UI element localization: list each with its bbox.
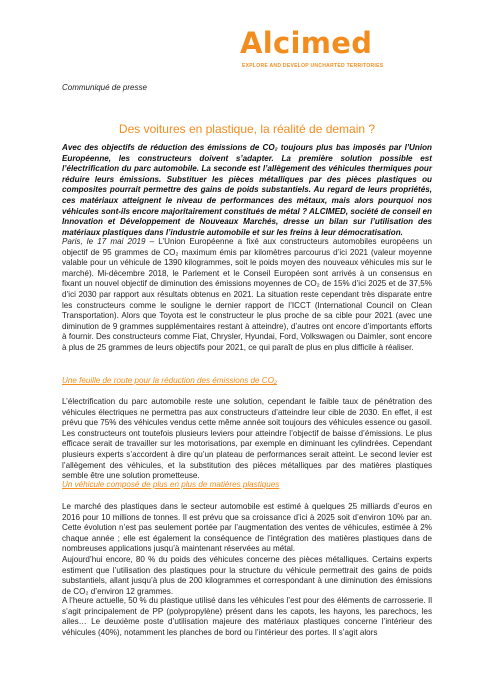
paragraph-3-text: Le marché des plastiques dans le secteur automobile est estimé à quelques 25 milliards d’euros en 2016 pour 10 millions de tonnes. Il est prévu que sa croissance d’ici à 2025 soit d’environ 10% par an. Cette évolution n’est pas seulement portée par l’augmentation des ventes de véhicules, estimée à 2% chaque année ; elle est également la conséquence de l’intégration des matières plastiques dans de nombreuses applications jusqu’à maintenant réservées au métal. — [62, 502, 432, 554]
section-title-roadmap: Une feuille de route pour la réduction des émissions de CO₂ — [62, 376, 277, 385]
press-release-label: Communiqué de presse — [62, 83, 147, 92]
paragraph-1-text: – L’Union Européenne a fixé aux constructeurs automobiles européens un objectif de 95 grammes de CO₂ maximum émis par kilomètres parcourus d’ici 2021 (valeur moyenne valable pour un véhicule de 1390 kilogrammes, soit le poids moyen des nouveaux véhicules mis sur le marché). Mi-décembre 2018, le Parlement et le Conseil Européen sont arrivés à un consensus en fixant un nouvel objectif de diminution des émissions moyennes de CO₂ de 15% d’ici 2025 et de 37,5% d’ici 2030 par rapport aux résultats obtenus en 2021. La situation reste cependant très disparate entre les constructeurs comme le souligne le dernier rapport de l’ICCT (International Council on Clean Transportation). Alors que Toyota est le constructeur le plus proche de sa cible pour 2021 (avec une diminution de 9 grammes supplémentaires restant à atteindre), d’autres ont encore d’importants efforts à fournir. Des constructeurs comme Fiat, Chrysler, Hyundai, Ford, Volkswagen ou Daimler, sont encore à plus de 25 grammes de leurs objectifs pour 2021, ce qui paraît de plus en plus difficile à réaliser. — [62, 237, 432, 352]
paragraph-2: L’électrification du parc automobile reste une solution, cependant le faible taux de pénétration des véhicules électriques ne permettra pas aux constructeurs d’atteindre leur cible de 2030. En effet, il est prévu que 75% des véhicules vendus cette même année soit toujours des véhicules essence ou gasoil. Les constructeurs ont toutefois plusieurs leviers pour atteindre l’objectif de baisse d’émissions. Le plus efficace serait de travailler sur les motorisations, par exemple en diminuant les cylindrées. Cependant plusieurs experts s’accordent à dire qu’un plateau de performances serait atteint. Le second levier est l’allègement des véhicules, et la substitution des pièces métalliques par des matières plastiques semble être une solution prometteuse. — [62, 397, 432, 481]
paragraph-3 — [62, 502, 432, 597]
paragraph-4: A l’heure actuelle, 50 % du plastique utilisé dans les véhicules l’est pour des éléments de carrosserie. Il s’agit principalement de PP (polypropylène) présent dans les capots, les hayons, les parechocs, les ailes… Le deuxième poste d’utilisation majeure des matériaux plastiques concerne l’intérieur des véhicules (40%), notamment les planches de bord ou l’intérieur des portes. Il s’agit alors — [62, 596, 432, 637]
dateline: Paris, le 17 mai 2019 — [62, 237, 146, 246]
paragraph-3b-text: Aujourd’hui encore, 80 % du poids des véhicules concerne des pièces métalliques. Certains experts estiment que l’utilisation des plastiques pour la structure du véhicule permettrait des gains de poids substantiels, allant jusqu’à plus de 200 kilogrammes et correspondant à une diminution des émissions de CO₂ d’environ 12 grammes. — [62, 554, 432, 596]
intro-paragraph: Avec des objectifs de réduction des émissions de CO₂ toujours plus bas imposés par l’Union Européenne, les constructeurs doivent s’adapter. La première solution possible est l’électrification du parc automobile. La seconde est l’allègement des véhicules thermiques pour réduire leurs émissions. Substituer les pièces métalliques par des pièces plastiques ou composites pourrait permettre des gains de poids substantiels. Au regard de leurs propriétés, ces matériaux atteignent le niveau de performances des métaux, mais alors pourquoi nos véhicules sont-ils encore majoritairement constitués de métal ? ALCIMED, société de conseil en Innovation et Développement de Nouveaux Marchés, dresse un bilan sur l’utilisation des matériaux plastiques dans l’industrie automobile et sur les freins à leur démocratisation. — [62, 143, 432, 237]
logo-wordmark: Alcimed — [240, 26, 373, 60]
section-title-plastics: Un véhicule composé de plus en plus de matières plastiques — [62, 480, 280, 489]
logo-tagline: EXPLORE AND DEVELOP UNCHARTED TERRITORIES — [242, 63, 384, 69]
alcimed-logo — [230, 26, 384, 78]
document-title: Des voitures en plastique, la réalité de demain ? — [118, 122, 376, 136]
paragraph-1 — [62, 237, 432, 354]
